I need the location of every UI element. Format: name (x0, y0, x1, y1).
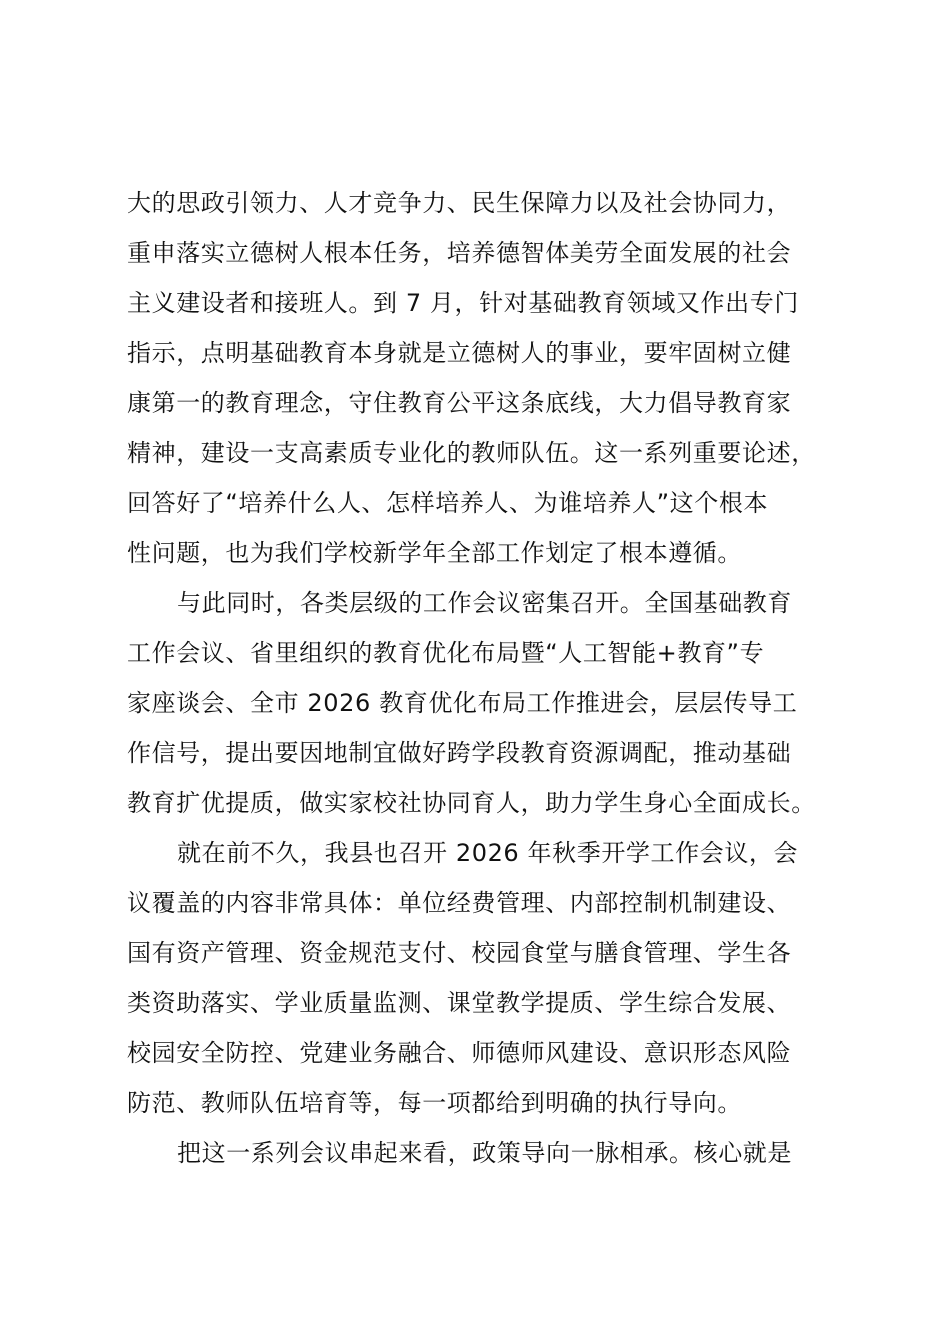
text-line: 大的思政引领力、人才竞争力、民生保障力以及社会协同力， (127, 189, 792, 217)
text-line: 议覆盖的内容非常具体：单位经费管理、内部控制机制建设、 (127, 889, 792, 917)
body-text (127, 178, 847, 1178)
text-line: 国有资产管理、资金规范支付、校园食堂与膳食管理、学生各 (127, 939, 792, 967)
text-line: 主义建设者和接班人。到 7 月，针对基础教育领域又作出专门 (127, 289, 799, 317)
text-line: 回答好了“培养什么人、怎样培养人、为谁培养人”这个根本 (127, 489, 769, 517)
text-line: 精神，建设一支高素质专业化的教师队伍。这一系列重要论述， (127, 439, 816, 467)
text-line: 教育扩优提质，做实家校社协同育人，助力学生身心全面成长。 (127, 789, 816, 817)
text-line: 家座谈会、全市 2026 教育优化布局工作推进会，层层传导工 (127, 689, 798, 717)
text-line: 指示，点明基础教育本身就是立德树人的事业，要牢固树立健 (127, 339, 792, 367)
text-line: 作信号，提出要因地制宜做好跨学段教育资源调配，推动基础 (127, 739, 792, 767)
text-line: 类资助落实、学业质量监测、课堂教学提质、学生综合发展、 (127, 989, 792, 1017)
paragraph-start-line: 把这一系列会议串起来看，政策导向一脉相承。核心就是 (177, 1139, 792, 1167)
text-line: 校园安全防控、党建业务融合、师德师风建设、意识形态风险 (127, 1039, 792, 1067)
text-line: 防范、教师队伍培育等，每一项都给到明确的执行导向。 (127, 1089, 742, 1117)
text-line: 工作会议、省里组织的教育优化布局暨“人工智能+教育”专 (127, 639, 765, 667)
text-line: 重申落实立德树人根本任务，培养德智体美劳全面发展的社会 (127, 239, 792, 267)
paragraph-start-line: 就在前不久，我县也召开 2026 年秋季开学工作会议，会 (177, 839, 799, 867)
text-line: 康第一的教育理念，守住教育公平这条底线，大力倡导教育家 (127, 389, 792, 417)
paragraph-start-line: 与此同时，各类层级的工作会议密集召开。全国基础教育 (177, 589, 792, 617)
text-line: 性问题，也为我们学校新学年全部工作划定了根本遵循。 (127, 539, 742, 567)
